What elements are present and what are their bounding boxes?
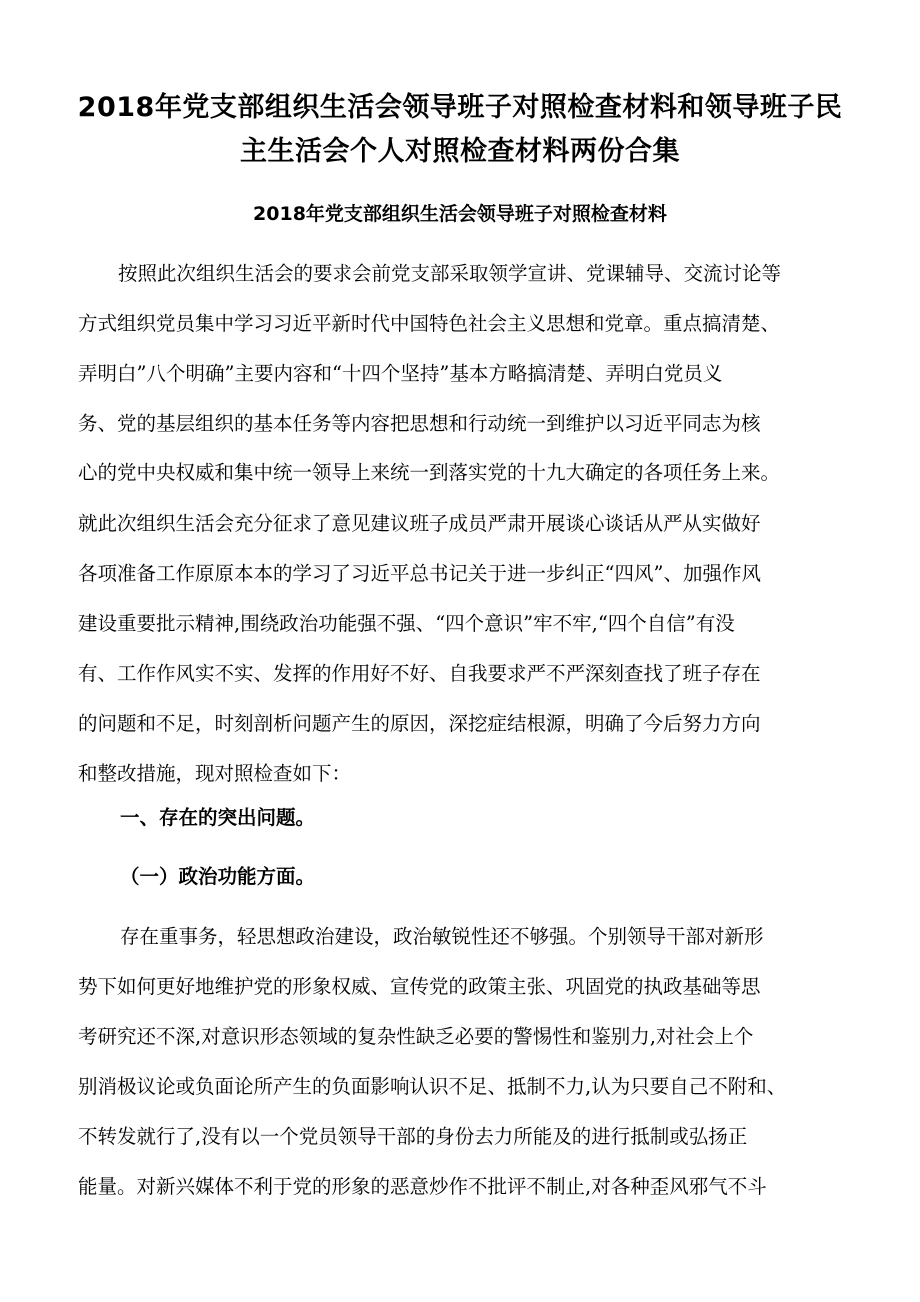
paragraph-line: 按照此次组织生活会的要求会前党支部采取领学宣讲、党课辅导、交流讨论等 [118, 262, 782, 285]
paragraph-line: 能量。对新兴媒体不利于党的形象的恶意炒作不批评不制止,对各种歪风邪气不斗 [78, 1175, 767, 1198]
paragraph-line: 有、工作作风实不实、发挥的作用好不好、自我要求严不严深刻查找了班子存在 [78, 662, 761, 685]
paragraph-line: 方式组织党员集中学习习近平新时代中国特色社会主义思想和党章。重点搞清楚、 [78, 312, 781, 335]
paragraph-line: 各项准备工作原原本本的学习了习近平总书记关于进一步纠正“四风”、加强作风 [78, 562, 761, 585]
paragraph-line: 建设重要批示精神,围绕政治功能强不强、“四个意识”牢不牢,“四个自信”有没 [78, 612, 735, 635]
paragraph-line: 就此次组织生活会充分征求了意见建议班子成员严肃开展谈心谈话从严从实做好 [78, 512, 761, 535]
paragraph-line: 弄明白”八个明确”主要内容和“十四个坚持”基本方略搞清楚、弄明白党员义 [78, 362, 723, 385]
paragraph-line: 势下如何更好地维护党的形象权威、宣传党的政策主张、巩固党的执政基础等思 [78, 975, 761, 998]
main-title-line-1: 2018年党支部组织生活会领导班子对照检查材料和领导班子民 [77, 92, 843, 123]
paragraph-line: 不转发就行了,没有以一个党员领导干部的身份去力所能及的进行抵制或弘扬正 [78, 1125, 748, 1148]
paragraph-line: 考研究还不深,对意识形态领域的复杂性缺乏必要的警惕性和鉴别力,对社会上个 [78, 1025, 754, 1048]
paragraph-line: 别消极议论或负面论所产生的负面影响认识不足、抵制不力,认为只要自己不附和、 [78, 1075, 787, 1098]
subtitle: 2018年党支部组织生活会领导班子对照检查材料 [253, 203, 667, 225]
paragraph-line: 的问题和不足，时刻剖析问题产生的原因，深挖症结根源，明确了今后努力方向 [78, 712, 761, 735]
subsection-heading: （一）政治功能方面。 [120, 865, 316, 888]
main-title-line-2: 主生活会个人对照检查材料两份合集 [240, 136, 680, 167]
paragraph-line: 存在重事务，轻思想政治建设，政治敏锐性还不够强。个别领导干部对新形 [120, 925, 764, 948]
paragraph-line: 和整改措施，现对照检查如下： [78, 762, 352, 785]
paragraph-line: 心的党中央权威和集中统一领导上来统一到落实党的十九大确定的各项任务上来。 [78, 461, 781, 484]
paragraph-line: 务、党的基层组织的基本任务等内容把思想和行动统一到维护以习近平同志为核 [78, 412, 761, 435]
section-heading: 一、存在的突出问题。 [120, 806, 316, 829]
